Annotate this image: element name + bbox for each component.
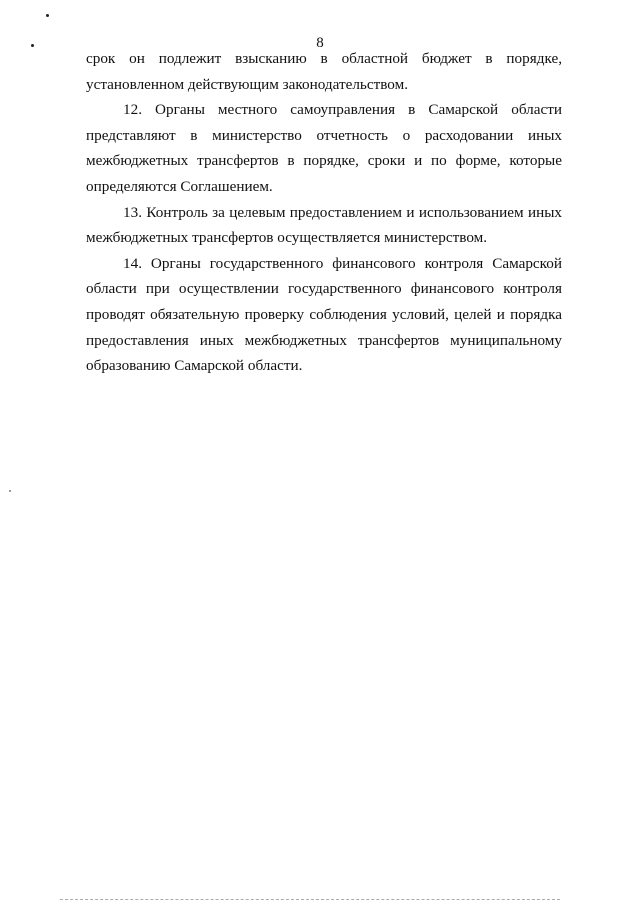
paragraph-14: 14. Органы государственного финансового контроля Самарской области при осуществлении государственного финансового контроля проводят обязательную проверку соблюдения условий, целей и порядка предоставления иных межбюджетных трансфертов муниципальному образованию Самарской области. bbox=[86, 254, 562, 375]
scan-speck bbox=[9, 490, 11, 492]
paragraph-13: 13. Контроль за целевым предоставлением и использованием иных межбюджетных трансфертов осуществляется министерством. bbox=[86, 203, 562, 247]
scan-bottom-edge bbox=[60, 899, 560, 900]
scan-speck bbox=[46, 14, 49, 17]
paragraph-continuation: срок он подлежит взысканию в областной бюджет в порядке, установленном действующим законодательством. bbox=[86, 50, 562, 93]
page-number: 8 bbox=[316, 35, 324, 51]
document-body bbox=[86, 46, 562, 379]
paragraph-12: 12. Органы местного самоуправления в Самарской области представляют в министерство отчетность о расходовании иных межбюджетных трансфертов в порядке, сроки и по форме, которые определяются Соглашением. bbox=[86, 101, 562, 195]
